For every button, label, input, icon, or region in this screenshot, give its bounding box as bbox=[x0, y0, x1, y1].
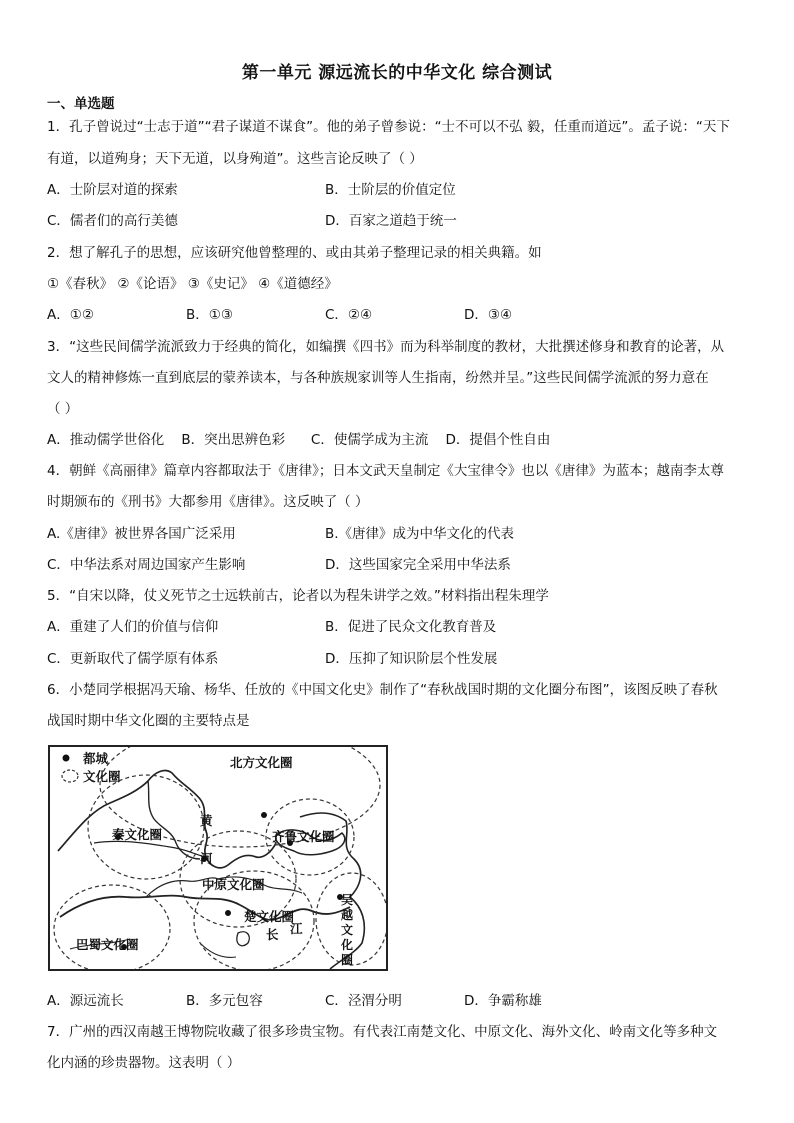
q1-stem-line2: 有道，以道殉身；天下无道，以身殉道”。这些言论反映了（ ） bbox=[47, 151, 423, 167]
label-chu: 楚文化圈 bbox=[244, 909, 295, 924]
legend-capital-dot bbox=[63, 755, 70, 762]
label-huang: 黄 bbox=[200, 813, 213, 828]
label-jiang: 江 bbox=[290, 921, 303, 936]
culture-circle-map bbox=[48, 745, 388, 971]
q2-stem-line1: 2．想了解孔子的思想，应该研究他曾整理的、或由其弟子整理记录的相关典籍。如 bbox=[47, 245, 542, 261]
q3-stem-line1: 3．“这些民间儒学流派致力于经典的简化，如编撰《四书》而为科举制度的教材，大批撰述修身和教育的论著，从 bbox=[47, 339, 725, 355]
q2-option-a[interactable]: A．①② bbox=[47, 307, 94, 323]
q6-option-b[interactable]: B．多元包容 bbox=[186, 993, 263, 1009]
q2-option-b[interactable]: B．①③ bbox=[186, 307, 233, 323]
q4-stem-line2: 时期颁布的《刑书》大都参用《唐律》。这反映了（ ） bbox=[47, 494, 369, 510]
q2-stem-line2: ①《春秋》 ②《论语》 ③《史记》 ④《道德经》 bbox=[47, 276, 338, 292]
q1-option-a[interactable]: A．士阶层对道的探索 bbox=[47, 182, 178, 198]
q3-stem-line3: （ ） bbox=[47, 401, 79, 417]
q5-option-c[interactable]: C．更新取代了儒学原有体系 bbox=[47, 651, 219, 667]
section-heading: 一、单选题 bbox=[47, 96, 115, 112]
q6-option-a[interactable]: A．源远流长 bbox=[47, 993, 124, 1009]
yangtze-river bbox=[60, 896, 350, 920]
q4-option-c[interactable]: C．中华法系对周边国家产生影响 bbox=[47, 557, 246, 573]
label-zhongyuan: 中原文化圈 bbox=[202, 877, 265, 892]
q5-option-d[interactable]: D．压抑了知识阶层个性发展 bbox=[325, 651, 498, 667]
label-qilu: 齐鲁文化圈 bbox=[272, 829, 335, 844]
q6-stem-line1: 6．小楚同学根据冯天瑜、杨华、任放的《中国文化史》制作了“春秋战国时期的文化圈分布图”，该图反映了春秋 bbox=[47, 682, 718, 698]
q4-stem-line1: 4．朝鲜《高丽律》篇章内容都取法于《唐律》；日本文武天皇制定《大宝律令》也以《唐律》为蓝本；越南李太尊 bbox=[47, 463, 724, 479]
label-qin: 秦文化圈 bbox=[112, 827, 163, 842]
q5-stem-line1: 5．“自宋以降，仗义死节之士远轶前古，论者以为程朱讲学之效。”材料指出程朱理学 bbox=[47, 588, 549, 604]
q7-stem-line2: 化内涵的珍贵器物。这表明（ ） bbox=[47, 1055, 241, 1071]
q3-stem-line2: 文人的精神修炼一直到底层的蒙养读本，与各种族规家训等人生指南，纷然并呈。”这些民间儒学流派的努力意在 bbox=[47, 370, 709, 386]
capital-dot bbox=[225, 910, 231, 916]
q4-option-d[interactable]: D．这些国家完全采用中华法系 bbox=[325, 557, 511, 573]
q3-options[interactable]: A．推动儒学世俗化 B．突出思辨色彩 C．使儒学成为主流 D．提倡个性自由 bbox=[47, 432, 551, 448]
label-north: 北方文化圈 bbox=[230, 755, 293, 770]
legend-capital-label: 都城 bbox=[83, 751, 109, 766]
q4-option-b[interactable]: B.《唐律》成为中华文化的代表 bbox=[325, 526, 515, 542]
q2-option-d[interactable]: D．③④ bbox=[464, 307, 513, 323]
legend-circle-label: 文化圈 bbox=[83, 769, 121, 784]
q1-option-d[interactable]: D．百家之道趋于统一 bbox=[325, 213, 457, 229]
wei-river bbox=[94, 841, 206, 857]
q7-stem-line1: 7．广州的西汉南越王博物院收藏了很多珍贵宝物。有代表江南楚文化、中原文化、海外文化、岭南文化等多种文 bbox=[47, 1024, 718, 1040]
q1-option-c[interactable]: C．儒者们的高行美德 bbox=[47, 213, 178, 229]
label-wuyue: 吴越文化圈 bbox=[340, 893, 353, 967]
yellow-river bbox=[58, 771, 276, 868]
legend-circle-symbol bbox=[62, 770, 78, 782]
q5-option-a[interactable]: A．重建了人们的价值与信仰 bbox=[47, 619, 219, 635]
label-he: 河 bbox=[200, 851, 213, 866]
dongting-lake bbox=[237, 932, 249, 946]
q2-option-c[interactable]: C．②④ bbox=[325, 307, 373, 323]
q6-option-c[interactable]: C．泾渭分明 bbox=[325, 993, 402, 1009]
label-bashu: 巴蜀文化圈 bbox=[76, 937, 139, 952]
q5-option-b[interactable]: B．促进了民众文化教育普及 bbox=[325, 619, 497, 635]
q1-stem-line1: 1．孔子曾说过“士志于道”“君子谋道不谋食”。他的弟子曾参说：“士不可以不弘 毅，任重而道远”。孟子说：“天下 bbox=[47, 119, 730, 135]
circle-bashu bbox=[54, 885, 170, 971]
q6-stem-line2: 战国时期中华文化圈的主要特点是 bbox=[47, 713, 250, 729]
capital-dot bbox=[261, 812, 267, 818]
page-title: 第一单元 源远流长的中华文化 综合测试 bbox=[241, 63, 553, 83]
q4-option-a[interactable]: A.《唐律》被世界各国广泛采用 bbox=[47, 526, 236, 542]
q6-option-d[interactable]: D．争霸称雄 bbox=[464, 993, 542, 1009]
label-chang: 长 bbox=[266, 927, 279, 942]
q1-option-b[interactable]: B．士阶层的价值定位 bbox=[325, 182, 456, 198]
